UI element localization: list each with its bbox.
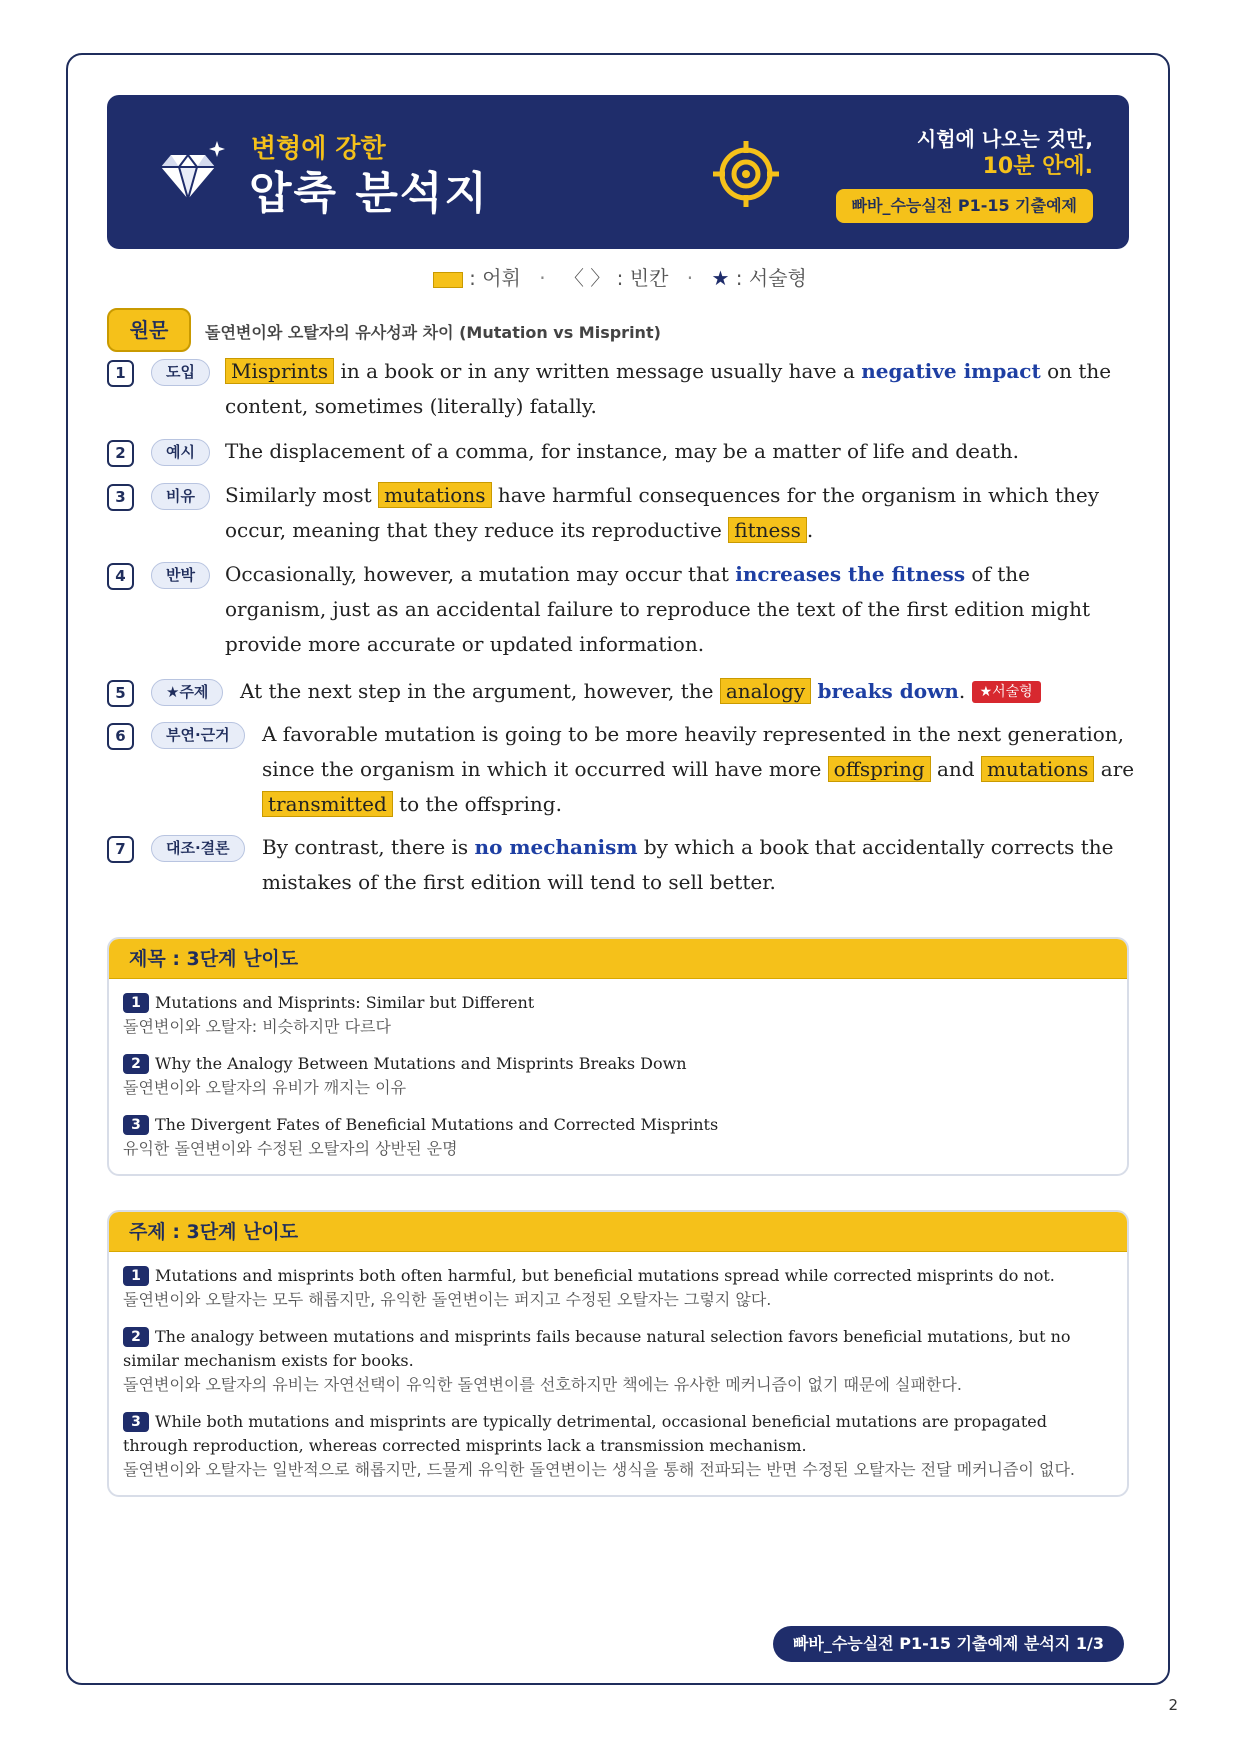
sentence-fragment: . bbox=[958, 679, 972, 703]
sentence-fragment: have harmful consequences for the organism in which they occur, meaning that they reduce its reproductive bbox=[225, 483, 1099, 542]
sentence-7 bbox=[107, 830, 1137, 900]
header-banner bbox=[107, 95, 1129, 249]
list-item bbox=[123, 1264, 1113, 1312]
sentence-text bbox=[107, 478, 1137, 548]
item-english bbox=[123, 991, 1113, 1015]
vocab-highlight: mutations bbox=[378, 482, 491, 508]
sentence-role-tag: 예시 bbox=[151, 439, 210, 466]
sentence-fragment: are bbox=[1094, 757, 1135, 781]
legend-vocab: : 어휘 bbox=[469, 266, 521, 290]
theme-box-heading: 주제 : 3단계 난이도 bbox=[109, 1212, 1127, 1252]
sentence-fragment: Similarly most bbox=[225, 483, 379, 507]
sentence-number: 4 bbox=[107, 563, 134, 590]
keyword: breaks down bbox=[817, 679, 959, 703]
legend-dot: · bbox=[539, 266, 546, 290]
source-badge: 빠바_수능실전 P1-15 기출예제 bbox=[836, 189, 1093, 223]
sentence-4 bbox=[107, 557, 1137, 662]
item-number: 3 bbox=[123, 1115, 149, 1135]
sentence-fragment: A favorable mutation is going to be more heavily represented in the next generation, since the organism in which it occurred will have more bbox=[262, 722, 1125, 781]
item-number: 3 bbox=[123, 1412, 149, 1432]
sentence-text bbox=[107, 434, 1137, 469]
vocab-highlight: transmitted bbox=[262, 791, 393, 817]
sentence-text bbox=[107, 830, 1137, 900]
sentence-2 bbox=[107, 434, 1137, 469]
sentence-fragment: Occasionally, however, a mutation may occur that bbox=[225, 562, 736, 586]
footer-badge: 빠바_수능실전 P1-15 기출예제 분석지 1/3 bbox=[773, 1626, 1124, 1662]
vocab-highlight: analogy bbox=[720, 678, 811, 704]
item-english-text: Mutations and misprints both often harmful, but beneficial mutations spread while corrected misprints do not. bbox=[155, 1266, 1055, 1285]
vocab-highlight: Misprints bbox=[225, 358, 334, 384]
item-english bbox=[123, 1410, 1113, 1458]
banner-tagline-accent: 10분 안에. bbox=[982, 154, 1093, 179]
sentence-5 bbox=[107, 674, 1137, 709]
item-english bbox=[123, 1264, 1113, 1288]
item-english bbox=[123, 1325, 1113, 1373]
target-icon bbox=[713, 141, 779, 207]
item-number: 2 bbox=[123, 1054, 149, 1074]
banner-subtitle: 변형에 강한 bbox=[251, 134, 386, 164]
sentence-fragment: in a book or in any written message usually have a bbox=[334, 359, 862, 383]
sentence-1 bbox=[107, 354, 1137, 424]
item-korean: 돌연변이와 오탈자의 유비가 깨지는 이유 bbox=[123, 1078, 407, 1097]
vocab-highlight: offspring bbox=[828, 756, 931, 782]
diamond-icon bbox=[159, 137, 225, 203]
list-item bbox=[123, 1410, 1113, 1482]
original-badge: 원문 bbox=[107, 308, 191, 352]
theme-items bbox=[109, 1252, 1127, 1482]
list-item bbox=[123, 1325, 1113, 1397]
sentence-role-tag: 반박 bbox=[151, 562, 210, 589]
sentence-number: 1 bbox=[107, 360, 134, 387]
sentence-fragment: . bbox=[806, 518, 814, 542]
legend-blank: : 빈칸 bbox=[616, 266, 669, 290]
vocab-highlight: fitness bbox=[728, 517, 807, 543]
sentence-text bbox=[107, 557, 1137, 662]
item-english-text: The analogy between mutations and misprints fails because natural selection favors beneficial mutations, but no similar mechanism exists for books. bbox=[123, 1327, 1071, 1370]
sentence-3 bbox=[107, 478, 1137, 548]
blank-bracket-icon: 〈 〉 bbox=[563, 266, 611, 290]
page-number: 2 bbox=[1168, 1696, 1178, 1714]
legend bbox=[0, 262, 1240, 291]
sentence-fragment: to the offspring. bbox=[392, 792, 562, 816]
title-box-heading: 제목 : 3단계 난이도 bbox=[109, 939, 1127, 979]
sentence-number: 5 bbox=[107, 680, 134, 707]
sentence-number: 2 bbox=[107, 440, 134, 467]
keyword: no mechanism bbox=[474, 835, 638, 859]
item-korean: 돌연변이와 오탈자의 유비는 자연선택이 유익한 돌연변이를 선호하지만 책에는 유사한 메커니즘이 없기 때문에 실패한다. bbox=[123, 1375, 962, 1394]
original-caption: 돌연변이와 오탈자의 유사성과 차이 (Mutation vs Misprint) bbox=[205, 323, 661, 342]
sentence-fragment: At the next step in the argument, however, the bbox=[240, 679, 720, 703]
list-item bbox=[123, 991, 1113, 1039]
sentence-text bbox=[107, 674, 1137, 709]
star-icon: ★ bbox=[711, 266, 730, 290]
list-item bbox=[123, 1113, 1113, 1161]
sentence-fragment: of the organism, just as an accidental failure to reproduce the text of the first edition might provide more accurate or updated information. bbox=[225, 562, 1090, 656]
item-korean: 돌연변이와 오탈자는 모두 해롭지만, 유익한 돌연변이는 퍼지고 수정된 오탈자는 그렇지 않다. bbox=[123, 1290, 772, 1309]
vocab-highlight: mutations bbox=[981, 756, 1094, 782]
sentence-number: 6 bbox=[107, 723, 134, 750]
item-korean: 돌연변이와 오탈자는 일반적으로 해롭지만, 드물게 유익한 돌연변이는 생식을 통해 전파되는 반면 수정된 오탈자는 전달 메커니즘이 없다. bbox=[123, 1460, 1075, 1479]
banner-title: 압축 분석지 bbox=[249, 168, 489, 219]
item-english-text: While both mutations and misprints are typically detrimental, occasional beneficial mutations are propagated through reproduction, whereas corrected misprints lack a transmission mechanism. bbox=[123, 1412, 1047, 1455]
item-korean: 돌연변이와 오탈자: 비슷하지만 다르다 bbox=[123, 1017, 391, 1036]
banner-tagline: 시험에 나오는 것만, bbox=[916, 127, 1093, 151]
legend-essay: : 서술형 bbox=[735, 266, 807, 290]
title-items bbox=[109, 979, 1127, 1161]
sentence-fragment: The displacement of a comma, for instance, may be a matter of life and death. bbox=[225, 439, 1020, 463]
sentence-role-tag: ★주제 bbox=[151, 679, 223, 706]
sentence-role-tag: 대조·결론 bbox=[151, 835, 245, 862]
sentence-text bbox=[107, 354, 1137, 424]
keyword: negative impact bbox=[861, 359, 1041, 383]
item-korean: 유익한 돌연변이와 수정된 오탈자의 상반된 운명 bbox=[123, 1139, 458, 1158]
item-english-text: The Divergent Fates of Beneficial Mutations and Corrected Misprints bbox=[155, 1115, 719, 1134]
title-box bbox=[107, 937, 1129, 1176]
vocab-swatch bbox=[433, 272, 463, 288]
keyword: increases the fitness bbox=[735, 562, 966, 586]
sentence-role-tag: 비유 bbox=[151, 483, 210, 510]
sentence-role-tag: 부연·근거 bbox=[151, 722, 245, 749]
sentence-fragment: By contrast, there is bbox=[262, 835, 475, 859]
sentence-text bbox=[107, 717, 1137, 822]
sentence-number: 3 bbox=[107, 484, 134, 511]
item-number: 1 bbox=[123, 993, 149, 1013]
item-english bbox=[123, 1113, 1113, 1137]
sentence-fragment: on the content, sometimes (literally) fatally. bbox=[225, 359, 1112, 418]
theme-box bbox=[107, 1210, 1129, 1497]
item-english bbox=[123, 1052, 1113, 1076]
item-english-text: Why the Analogy Between Mutations and Misprints Breaks Down bbox=[155, 1054, 687, 1073]
list-item bbox=[123, 1052, 1113, 1100]
item-english-text: Mutations and Misprints: Similar but Different bbox=[155, 993, 535, 1012]
essay-badge: ★서술형 bbox=[972, 681, 1041, 703]
sentence-fragment: by which a book that accidentally corrects the mistakes of the first edition will tend to sell better. bbox=[262, 835, 1114, 894]
item-number: 1 bbox=[123, 1266, 149, 1286]
sentence-number: 7 bbox=[107, 836, 134, 863]
item-number: 2 bbox=[123, 1327, 149, 1347]
sentence-fragment: and bbox=[930, 757, 981, 781]
sentence-role-tag: 도입 bbox=[151, 359, 210, 386]
sentence-6 bbox=[107, 717, 1137, 822]
legend-dot: · bbox=[686, 266, 694, 290]
